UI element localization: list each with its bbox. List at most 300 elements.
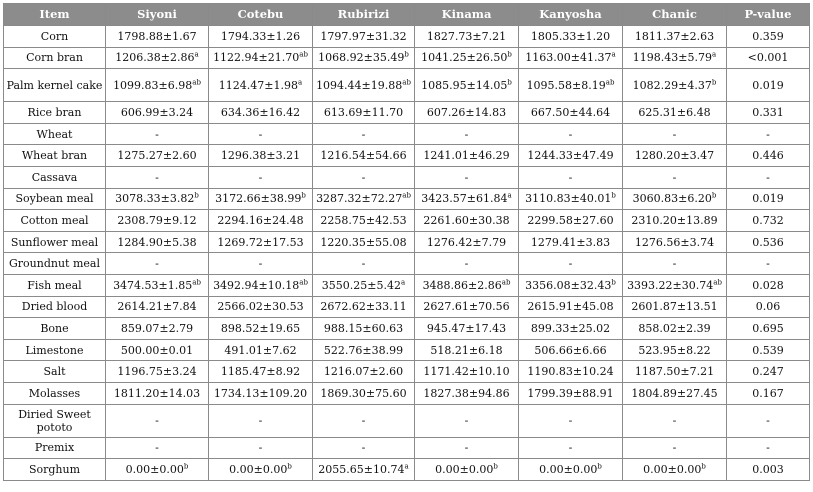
value-cell bbox=[623, 166, 727, 188]
mean-sd-value: 1799.39±88.91 bbox=[527, 386, 614, 400]
item-name-cell: Salt bbox=[4, 361, 106, 383]
value-cell bbox=[106, 253, 209, 275]
mean-sd-value: - bbox=[568, 170, 573, 184]
value-cell bbox=[519, 382, 623, 404]
significance-superscript: a bbox=[611, 50, 616, 59]
mean-sd-value: 1163.00±41.37 bbox=[525, 51, 612, 65]
value-cell bbox=[415, 253, 519, 275]
value-cell bbox=[415, 69, 519, 102]
p-value-cell: 0.446 bbox=[727, 145, 810, 167]
mean-sd-value: 3078.33±3.82 bbox=[115, 192, 195, 206]
mean-sd-value: 1068.92±35.49 bbox=[318, 51, 405, 65]
value-cell bbox=[415, 47, 519, 69]
p-value-cell: 0.019 bbox=[727, 69, 810, 102]
mean-sd-value: 523.95±8.22 bbox=[638, 343, 711, 357]
item-name-cell: Rice bran bbox=[4, 102, 106, 124]
table-row bbox=[4, 437, 810, 459]
value-cell bbox=[519, 123, 623, 145]
value-cell bbox=[106, 102, 209, 124]
value-cell bbox=[519, 318, 623, 340]
table-row bbox=[4, 123, 810, 145]
mean-sd-value: 2261.60±30.38 bbox=[423, 213, 510, 227]
value-cell bbox=[623, 437, 727, 459]
mean-sd-value: 1082.29±4.37 bbox=[632, 78, 712, 92]
p-value-cell: 0.003 bbox=[727, 459, 810, 481]
item-name-cell: Cotton meal bbox=[4, 210, 106, 232]
value-cell bbox=[519, 210, 623, 232]
value-cell bbox=[209, 253, 313, 275]
mean-sd-value: 2258.75±42.53 bbox=[320, 213, 407, 227]
table-row bbox=[4, 382, 810, 404]
item-name-cell: Corn bbox=[4, 26, 106, 48]
mean-sd-value: 634.36±16.42 bbox=[220, 105, 301, 119]
table-row bbox=[4, 296, 810, 318]
value-cell bbox=[623, 47, 727, 69]
mean-sd-value: 1797.97±31.32 bbox=[320, 29, 407, 43]
mean-sd-value: 1094.44±19.88 bbox=[316, 78, 403, 92]
significance-superscript: ab bbox=[299, 50, 308, 59]
p-value-cell: 0.536 bbox=[727, 231, 810, 253]
mean-sd-value: 0.00±0.00 bbox=[229, 462, 288, 476]
mean-sd-value: - bbox=[258, 257, 263, 271]
value-cell bbox=[623, 145, 727, 167]
mean-sd-value: 1269.72±17.53 bbox=[217, 235, 304, 249]
mean-sd-value: 3474.53±1.85 bbox=[113, 278, 193, 292]
value-cell bbox=[313, 274, 415, 296]
mean-sd-value: 1805.33±1.20 bbox=[530, 29, 611, 43]
mean-sd-value: 2614.21±7.84 bbox=[117, 300, 197, 314]
mean-sd-value: 1279.41±3.83 bbox=[530, 235, 611, 249]
value-cell bbox=[519, 459, 623, 481]
value-cell bbox=[623, 459, 727, 481]
header-cell-item: Item bbox=[4, 4, 106, 26]
value-cell bbox=[623, 69, 727, 102]
mean-sd-value: 0.00±0.00 bbox=[125, 462, 184, 476]
mean-sd-value: 1296.38±3.21 bbox=[220, 149, 301, 163]
value-cell bbox=[519, 102, 623, 124]
significance-superscript: b bbox=[711, 191, 717, 200]
header-cell-kanyosha: Kanyosha bbox=[519, 4, 623, 26]
value-cell bbox=[415, 382, 519, 404]
value-cell bbox=[209, 274, 313, 296]
item-name-cell: Wheat bran bbox=[4, 145, 106, 167]
item-name-cell: Premix bbox=[4, 437, 106, 459]
p-value-cell: 0.331 bbox=[727, 102, 810, 124]
mean-sd-value: 2308.79±9.12 bbox=[117, 213, 197, 227]
mean-sd-value: - bbox=[568, 441, 573, 455]
mean-sd-value: 606.99±3.24 bbox=[120, 105, 194, 119]
significance-superscript: b bbox=[493, 462, 498, 471]
mean-sd-value: 859.07±2.79 bbox=[120, 321, 194, 335]
value-cell bbox=[623, 26, 727, 48]
mean-sd-value: - bbox=[361, 127, 366, 141]
table-row bbox=[4, 274, 810, 296]
mean-sd-value: - bbox=[568, 257, 573, 271]
table-row bbox=[4, 339, 810, 361]
p-value-cell: 0.539 bbox=[727, 339, 810, 361]
mean-sd-value: 1280.20±3.47 bbox=[634, 149, 715, 163]
significance-superscript: ab bbox=[605, 78, 615, 87]
mean-sd-value: - bbox=[672, 127, 677, 141]
significance-superscript: a bbox=[712, 50, 717, 59]
value-cell bbox=[415, 459, 519, 481]
value-cell bbox=[415, 231, 519, 253]
value-cell bbox=[415, 274, 519, 296]
mean-sd-value: - bbox=[361, 170, 366, 184]
mean-sd-value: - bbox=[672, 257, 677, 271]
mean-sd-value: 2294.16±24.48 bbox=[217, 213, 304, 227]
value-cell bbox=[519, 145, 623, 167]
significance-superscript: b bbox=[183, 462, 189, 471]
mean-sd-value: 1284.90±5.38 bbox=[117, 235, 197, 249]
value-cell bbox=[313, 404, 415, 437]
mean-sd-value: - bbox=[258, 170, 263, 184]
mean-sd-value: 2055.65±10.74 bbox=[318, 462, 405, 476]
mean-sd-value: 1827.38±94.86 bbox=[423, 386, 510, 400]
value-cell bbox=[623, 404, 727, 437]
value-cell bbox=[106, 26, 209, 48]
p-value-cell: - bbox=[727, 166, 810, 188]
value-cell bbox=[519, 296, 623, 318]
table-row bbox=[4, 459, 810, 481]
value-cell bbox=[623, 123, 727, 145]
value-cell bbox=[106, 47, 209, 69]
value-cell bbox=[209, 339, 313, 361]
value-cell bbox=[209, 296, 313, 318]
significance-superscript: b bbox=[194, 191, 199, 200]
table-row bbox=[4, 318, 810, 340]
mean-sd-value: - bbox=[672, 414, 677, 427]
value-cell bbox=[519, 274, 623, 296]
mean-sd-value: - bbox=[672, 441, 677, 455]
value-cell bbox=[106, 339, 209, 361]
header-cell-rubirizi: Rubirizi bbox=[313, 4, 415, 26]
value-cell bbox=[519, 69, 623, 102]
mean-sd-value: 607.26±14.83 bbox=[426, 105, 507, 119]
value-cell bbox=[313, 361, 415, 383]
mean-sd-value: 1095.58±8.19 bbox=[526, 78, 606, 92]
table-row bbox=[4, 188, 810, 210]
value-cell bbox=[209, 145, 313, 167]
value-cell bbox=[106, 459, 209, 481]
mean-sd-value: 1734.13±109.20 bbox=[213, 386, 308, 400]
significance-superscript: ab bbox=[501, 278, 511, 287]
mean-sd-value: - bbox=[258, 414, 263, 427]
mean-sd-value: 1869.30±75.60 bbox=[320, 386, 407, 400]
item-name-cell: Palm kernel cake bbox=[4, 69, 106, 102]
mean-sd-value: 1794.33±1.26 bbox=[220, 29, 301, 43]
mean-sd-value: 522.76±38.99 bbox=[323, 343, 404, 357]
value-cell bbox=[623, 253, 727, 275]
table-row bbox=[4, 102, 810, 124]
value-cell bbox=[209, 210, 313, 232]
value-cell bbox=[519, 339, 623, 361]
mean-sd-value: - bbox=[155, 257, 159, 271]
item-name-cell: Bone bbox=[4, 318, 106, 340]
mean-sd-value: 1275.27±2.60 bbox=[117, 149, 197, 163]
value-cell bbox=[313, 253, 415, 275]
mean-sd-value: 1216.54±54.66 bbox=[320, 149, 407, 163]
mean-sd-value: 3423.57±61.84 bbox=[421, 192, 508, 206]
mean-sd-value: 1276.56±3.74 bbox=[634, 235, 715, 249]
significance-superscript: ab bbox=[713, 278, 722, 287]
value-cell bbox=[209, 69, 313, 102]
mean-sd-value: 518.21±6.18 bbox=[430, 343, 503, 357]
mean-sd-value: - bbox=[258, 441, 263, 455]
value-cell bbox=[209, 361, 313, 383]
mean-sd-value: 2601.87±13.51 bbox=[631, 300, 718, 314]
p-value-cell: 0.167 bbox=[727, 382, 810, 404]
significance-superscript: b bbox=[701, 462, 706, 471]
mean-sd-value: 500.00±0.01 bbox=[120, 343, 194, 357]
mean-sd-value: 1187.50±7.21 bbox=[634, 365, 715, 379]
p-value-cell: 0.732 bbox=[727, 210, 810, 232]
p-value-cell: - bbox=[727, 123, 810, 145]
value-cell bbox=[209, 382, 313, 404]
value-cell bbox=[415, 166, 519, 188]
value-cell bbox=[415, 296, 519, 318]
table-row bbox=[4, 47, 810, 69]
p-value-cell: 0.247 bbox=[727, 361, 810, 383]
item-name-cell: Cassava bbox=[4, 166, 106, 188]
mean-sd-value: 1244.33±47.49 bbox=[527, 149, 614, 163]
value-cell bbox=[313, 210, 415, 232]
header-row bbox=[4, 4, 810, 26]
mean-sd-value: 1798.88±1.67 bbox=[117, 29, 197, 43]
value-cell bbox=[519, 166, 623, 188]
item-name-cell: Sunflower meal bbox=[4, 231, 106, 253]
header-cell-p-value: P-value bbox=[727, 4, 810, 26]
value-cell bbox=[106, 69, 209, 102]
value-cell bbox=[415, 339, 519, 361]
mean-sd-value: 2566.02±30.53 bbox=[217, 300, 304, 314]
p-value-cell: 0.06 bbox=[727, 296, 810, 318]
mean-sd-value: 1220.35±55.08 bbox=[320, 235, 407, 249]
header-cell-chanic: Chanic bbox=[623, 4, 727, 26]
table-row bbox=[4, 404, 810, 437]
value-cell bbox=[313, 459, 415, 481]
mean-sd-value: 2672.62±33.11 bbox=[320, 300, 407, 314]
mean-sd-value: 3393.22±30.74 bbox=[627, 278, 714, 292]
value-cell bbox=[623, 318, 727, 340]
significance-superscript: b bbox=[507, 78, 512, 87]
significance-superscript: a bbox=[401, 278, 406, 287]
significance-superscript: ab bbox=[192, 278, 201, 287]
value-cell bbox=[106, 437, 209, 459]
value-cell bbox=[313, 318, 415, 340]
table-row bbox=[4, 231, 810, 253]
table-row bbox=[4, 69, 810, 102]
mean-sd-value: - bbox=[155, 170, 159, 184]
mean-sd-value: - bbox=[464, 414, 469, 427]
mean-sd-value: - bbox=[672, 170, 677, 184]
item-name-cell: Fish meal bbox=[4, 274, 106, 296]
significance-superscript: b bbox=[597, 462, 602, 471]
value-cell bbox=[313, 26, 415, 48]
value-cell bbox=[209, 166, 313, 188]
table-row bbox=[4, 253, 810, 275]
value-cell bbox=[106, 382, 209, 404]
value-cell bbox=[623, 296, 727, 318]
value-cell bbox=[623, 382, 727, 404]
mean-sd-value: 1216.07±2.60 bbox=[323, 365, 404, 379]
p-value-cell: 0.028 bbox=[727, 274, 810, 296]
value-cell bbox=[209, 123, 313, 145]
value-cell bbox=[209, 102, 313, 124]
value-cell bbox=[623, 231, 727, 253]
mean-sd-value: - bbox=[464, 441, 469, 455]
mean-sd-value: 1085.95±14.05 bbox=[421, 78, 508, 92]
value-cell bbox=[313, 231, 415, 253]
value-cell bbox=[519, 437, 623, 459]
significance-superscript: b bbox=[287, 462, 292, 471]
item-name-cell: Molasses bbox=[4, 382, 106, 404]
value-cell bbox=[106, 210, 209, 232]
mean-sd-value: 3172.66±38.99 bbox=[215, 192, 302, 206]
value-cell bbox=[209, 26, 313, 48]
mean-sd-value: 491.01±7.62 bbox=[224, 343, 297, 357]
value-cell bbox=[415, 437, 519, 459]
value-cell bbox=[415, 318, 519, 340]
value-cell bbox=[313, 437, 415, 459]
significance-superscript: ab bbox=[402, 78, 411, 87]
mean-sd-value: 858.02±2.39 bbox=[638, 321, 711, 335]
item-name-cell: Sorghum bbox=[4, 459, 106, 481]
value-cell bbox=[623, 210, 727, 232]
significance-superscript: a bbox=[194, 50, 199, 59]
value-cell bbox=[106, 404, 209, 437]
p-value-cell: - bbox=[727, 437, 810, 459]
table-row bbox=[4, 210, 810, 232]
mean-sd-value: 899.33±25.02 bbox=[530, 321, 611, 335]
mean-sd-value: 2615.91±45.08 bbox=[527, 300, 614, 314]
p-value-cell: 0.359 bbox=[727, 26, 810, 48]
value-cell bbox=[415, 404, 519, 437]
value-cell bbox=[623, 361, 727, 383]
mean-sd-value: - bbox=[155, 127, 159, 141]
table-row bbox=[4, 361, 810, 383]
table-row bbox=[4, 166, 810, 188]
mean-sd-value: 3287.32±72.27 bbox=[316, 192, 403, 206]
significance-superscript: a bbox=[298, 78, 303, 87]
mean-sd-value: 1196.75±3.24 bbox=[117, 365, 197, 379]
mean-sd-value: 3356.08±32.43 bbox=[525, 278, 612, 292]
mean-sd-value: - bbox=[258, 127, 263, 141]
mean-sd-value: 1124.47±1.98 bbox=[218, 78, 298, 92]
mean-sd-value: 0.00±0.00 bbox=[539, 462, 598, 476]
value-cell bbox=[415, 123, 519, 145]
mean-sd-value: 1811.20±14.03 bbox=[113, 386, 201, 400]
value-cell bbox=[415, 188, 519, 210]
mean-sd-value: - bbox=[155, 414, 159, 427]
p-value-cell: 0.695 bbox=[727, 318, 810, 340]
header-cell-siyoni: Siyoni bbox=[106, 4, 209, 26]
mean-sd-value: 3550.25±5.42 bbox=[321, 278, 401, 292]
mean-sd-value: 1099.83±6.98 bbox=[113, 78, 193, 92]
value-cell bbox=[313, 123, 415, 145]
mean-sd-value: 3488.86±2.86 bbox=[422, 278, 502, 292]
mean-sd-value: 667.50±44.64 bbox=[530, 105, 611, 119]
mean-sd-value: 613.69±11.70 bbox=[323, 105, 404, 119]
item-name-cell: Dried blood bbox=[4, 296, 106, 318]
significance-superscript: b bbox=[611, 191, 616, 200]
value-cell bbox=[623, 339, 727, 361]
value-cell bbox=[519, 361, 623, 383]
value-cell bbox=[106, 231, 209, 253]
mean-sd-value: 1122.94±21.70 bbox=[213, 51, 300, 65]
mean-sd-value: 1804.89±27.45 bbox=[631, 386, 718, 400]
mean-sd-value: 1041.25±26.50 bbox=[421, 51, 508, 65]
mean-sd-value: 1198.43±5.79 bbox=[632, 51, 712, 65]
value-cell bbox=[209, 188, 313, 210]
mean-sd-value: 1206.38±2.86 bbox=[115, 51, 195, 65]
mean-sd-value: - bbox=[361, 441, 366, 455]
mean-sd-value: - bbox=[361, 257, 366, 271]
item-name-cell: Soybean meal bbox=[4, 188, 106, 210]
mean-sd-value: 945.47±17.43 bbox=[426, 321, 507, 335]
p-value-cell: - bbox=[727, 253, 810, 275]
value-cell bbox=[313, 382, 415, 404]
mean-sd-value: 898.52±19.65 bbox=[220, 321, 301, 335]
value-cell bbox=[313, 296, 415, 318]
significance-superscript: ab bbox=[402, 191, 411, 200]
mean-sd-value: 2299.58±27.60 bbox=[527, 213, 614, 227]
significance-superscript: b bbox=[711, 78, 717, 87]
mean-sd-value: - bbox=[464, 170, 469, 184]
mean-sd-value: - bbox=[464, 127, 469, 141]
value-cell bbox=[313, 188, 415, 210]
value-cell bbox=[313, 47, 415, 69]
mean-sd-value: 506.66±6.66 bbox=[534, 343, 607, 357]
data-table bbox=[3, 3, 810, 481]
value-cell bbox=[415, 102, 519, 124]
mean-sd-value: 2310.20±13.89 bbox=[631, 213, 718, 227]
value-cell bbox=[519, 188, 623, 210]
value-cell bbox=[106, 123, 209, 145]
mean-sd-value: - bbox=[155, 441, 159, 455]
mean-sd-value: 1276.42±7.79 bbox=[426, 235, 507, 249]
value-cell bbox=[106, 188, 209, 210]
value-cell bbox=[415, 210, 519, 232]
value-cell bbox=[623, 102, 727, 124]
value-cell bbox=[313, 166, 415, 188]
value-cell bbox=[106, 296, 209, 318]
item-name-cell: Limestone bbox=[4, 339, 106, 361]
significance-superscript: a bbox=[507, 191, 512, 200]
item-name-cell: Diried Sweet pototo bbox=[4, 404, 106, 437]
value-cell bbox=[313, 69, 415, 102]
mean-sd-value: - bbox=[361, 414, 366, 427]
table-row bbox=[4, 145, 810, 167]
mean-sd-value: 3110.83±40.01 bbox=[525, 192, 612, 206]
p-value-cell: - bbox=[727, 404, 810, 437]
mean-sd-value: 3060.83±6.20 bbox=[632, 192, 712, 206]
value-cell bbox=[209, 404, 313, 437]
significance-superscript: b bbox=[404, 50, 409, 59]
value-cell bbox=[623, 274, 727, 296]
mean-sd-value: - bbox=[568, 414, 573, 427]
header-cell-kinama: Kinama bbox=[415, 4, 519, 26]
value-cell bbox=[209, 47, 313, 69]
mean-sd-value: 0.00±0.00 bbox=[643, 462, 702, 476]
value-cell bbox=[415, 26, 519, 48]
mean-sd-value: 625.31±6.48 bbox=[638, 105, 711, 119]
value-cell bbox=[415, 145, 519, 167]
mean-sd-value: - bbox=[464, 257, 469, 271]
value-cell bbox=[106, 318, 209, 340]
mean-sd-value: - bbox=[568, 127, 573, 141]
significance-superscript: b bbox=[301, 191, 306, 200]
